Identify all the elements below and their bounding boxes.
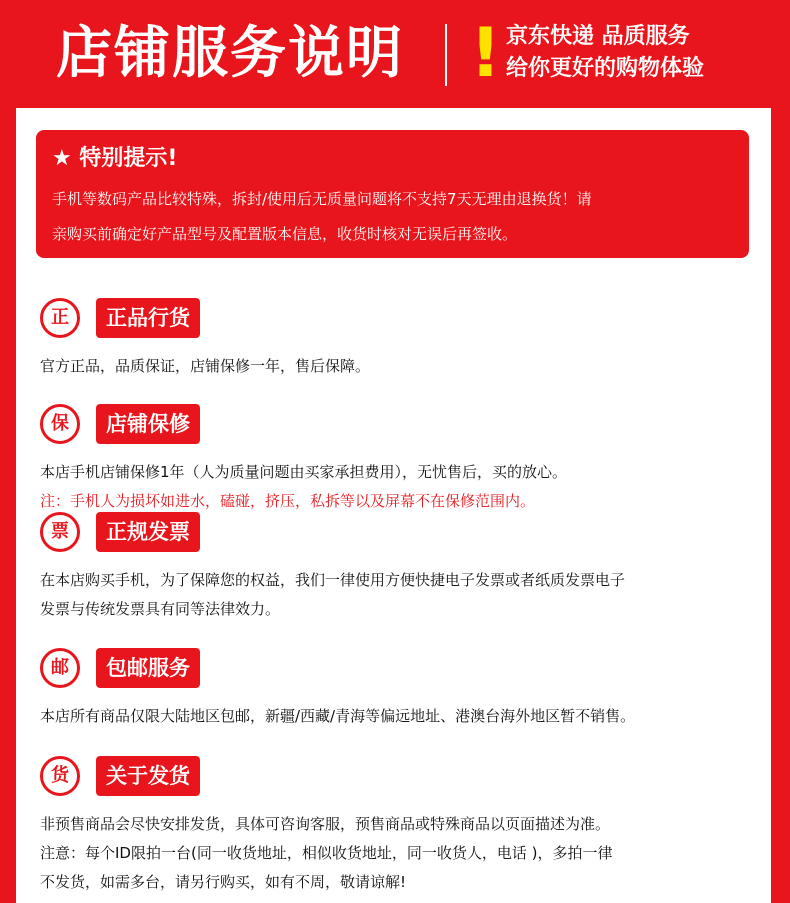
section-label: 正规发票 bbox=[96, 512, 200, 552]
section-label: 店铺保修 bbox=[96, 404, 200, 444]
section-text-line: 不发货，如需多台，请另行购买，如有不周，敬请谅解! bbox=[40, 873, 407, 891]
section-delivery bbox=[40, 756, 760, 897]
genuine-badge-icon: 正 bbox=[40, 298, 80, 338]
section-text-line: 非预售商品会尽快安排发货，具体可咨询客服，预售商品或特殊商品以页面描述为准。 bbox=[40, 815, 611, 833]
notice-line: 手机等数码产品比较特殊，拆封/使用后无质量问题将不支持7天无理由退换货！请 bbox=[52, 190, 592, 208]
special-notice-box bbox=[36, 130, 749, 258]
section-text-line: 在本店购买手机，为了保障您的权益，我们一律使用方便快捷电子发票或者纸质发票电子 bbox=[40, 571, 626, 589]
section-invoice bbox=[40, 512, 760, 624]
header-slogan-1: 京东快递 品质服务 bbox=[506, 24, 690, 49]
section-label: 关于发货 bbox=[96, 756, 200, 796]
notice-body bbox=[52, 182, 742, 252]
mail-badge-icon: 邮 bbox=[40, 648, 80, 688]
section-genuine bbox=[40, 298, 760, 381]
section-text-line: 本店手机店铺保修1年（人为质量问题由买家承担费用），无忧售后，买的放心。 bbox=[40, 463, 568, 481]
section-text-line: 发票与传统发票具有同等法律效力。 bbox=[40, 600, 281, 618]
section-text-line: 官方正品，品质保证，店铺保修一年，售后保障。 bbox=[40, 357, 371, 375]
warranty-note: 注：手机人为损坏如进水，磕碰，挤压，私拆等以及屏幕不在保修范围内。 bbox=[40, 492, 536, 510]
invoice-badge-icon: 票 bbox=[40, 512, 80, 552]
section-label: 包邮服务 bbox=[96, 648, 200, 688]
header-slogan-2: 给你更好的购物体验 bbox=[506, 56, 705, 81]
warranty-badge-icon: 保 bbox=[40, 404, 80, 444]
section-text-line: 本店所有商品仅限大陆地区包邮，新疆/西藏/青海等偏远地址、港澳台海外地区暂不销售。 bbox=[40, 707, 636, 725]
notice-line: 亲购买前确定好产品型号及配置版本信息，收货时核对无误后再签收。 bbox=[52, 225, 518, 243]
page-title: 店铺服务说明 bbox=[56, 21, 404, 86]
section-shipping-free bbox=[40, 648, 760, 731]
exclamation-icon: ! bbox=[470, 14, 502, 93]
goods-badge-icon: 货 bbox=[40, 756, 80, 796]
header-divider bbox=[445, 24, 447, 86]
content-panel bbox=[16, 108, 771, 903]
section-text-line: 注意：每个ID限拍一台(同一收货地址，相似收货地址，同一收货人，电话 )，多拍一律 bbox=[40, 844, 613, 862]
header-banner bbox=[0, 0, 790, 108]
notice-title: ★ 特别提示! bbox=[52, 146, 178, 171]
section-warranty bbox=[40, 404, 760, 516]
section-label: 正品行货 bbox=[96, 298, 200, 338]
